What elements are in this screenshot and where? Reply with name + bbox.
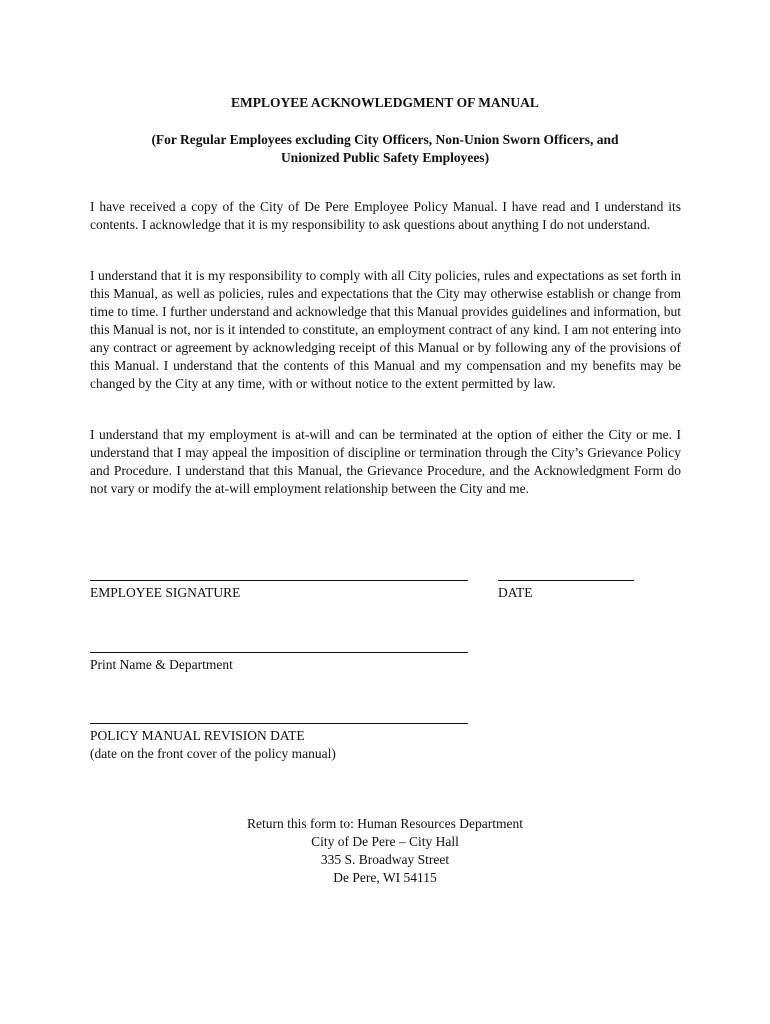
document-subtitle: [90, 131, 680, 167]
return-address-block: [0, 815, 770, 887]
paragraph-receipt: I have received a copy of the City of De Pere Employee Policy Manual. I have read and I understand its contents. I acknowledge that it is my responsibility to ask questions about anything I do not understand.: [90, 199, 681, 232]
paragraph-compliance: I understand that it is my responsibility to comply with all City policies, rules and expectations as set forth in this Manual, as well as policies, rules and expectations that the City may otherwise establish or change from time to time. I further understand and acknowledge that this Manual provides guidelines and information, but this Manual is not, nor is it intended to constitute, an employment contract of any kind. I am not entering into any contract or agreement by acknowledging receipt of this Manual or by following any of the provisions of this Manual. I understand that the contents of this Manual and my compensation and my benefits may be changed by the City at any time, with or without notice to the extent permitted by law.: [90, 268, 681, 391]
revision-date-label: POLICY MANUAL REVISION DATE: [90, 728, 305, 743]
date-label: DATE: [498, 585, 533, 600]
return-line-1: Return this form to: Human Resources Department: [247, 816, 523, 831]
subtitle-line-1: (For Regular Employees excluding City Officers, Non-Union Sworn Officers, and: [151, 132, 619, 147]
revision-date-note: (date on the front cover of the policy manual): [90, 746, 336, 761]
subtitle-line-2: Unionized Public Safety Employees): [280, 150, 490, 165]
employee-signature-label: EMPLOYEE SIGNATURE: [90, 585, 241, 600]
paragraph-at-will: I understand that my employment is at-will and can be terminated at the option of either the City or me. I understand that I may appeal the imposition of discipline or termination through the City’s Grievance Policy and Procedure. I understand that this Manual, the Grievance Procedure, and the Acknowledgment Form do not vary or modify the at-will employment relationship between the City and me.: [90, 427, 681, 496]
revision-date-line[interactable]: [90, 723, 468, 724]
employee-signature-line[interactable]: [90, 580, 468, 581]
print-name-label: Print Name & Department: [90, 657, 233, 672]
print-name-line[interactable]: [90, 652, 468, 653]
return-line-4: De Pere, WI 54115: [333, 870, 437, 885]
document-title: EMPLOYEE ACKNOWLEDGMENT OF MANUAL: [231, 95, 539, 110]
return-line-3: 335 S. Broadway Street: [320, 852, 450, 867]
date-line[interactable]: [498, 580, 634, 581]
return-line-2: City of De Pere – City Hall: [311, 834, 459, 849]
